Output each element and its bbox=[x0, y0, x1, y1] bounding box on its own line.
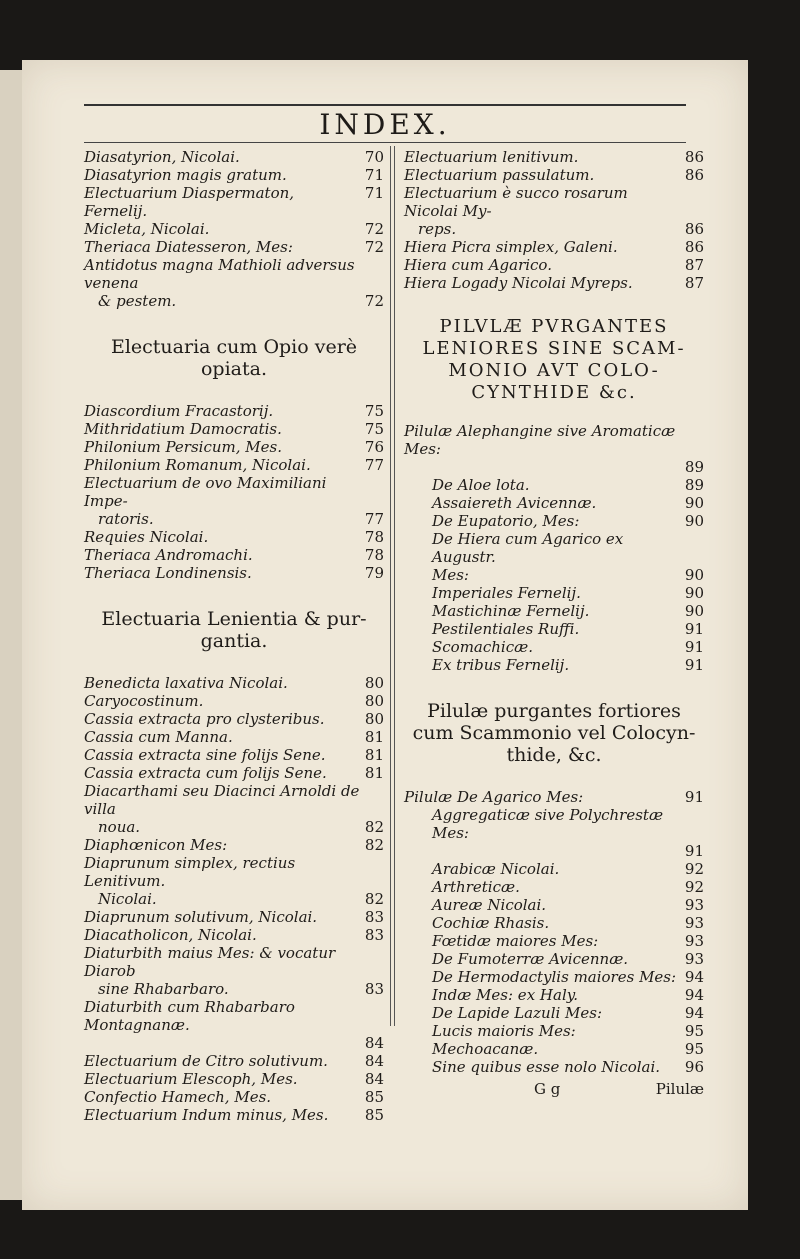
index-entry bbox=[84, 402, 384, 420]
entry-text: Theriaca Andromachi. bbox=[84, 546, 253, 564]
index-entry bbox=[84, 546, 384, 564]
header-rule-lower bbox=[84, 142, 686, 143]
index-entry bbox=[84, 1070, 384, 1088]
index-entry bbox=[404, 256, 704, 274]
index-entry bbox=[404, 566, 704, 584]
entry-text: Electuarium passulatum. bbox=[404, 166, 595, 184]
index-entry bbox=[84, 456, 384, 474]
index-entry bbox=[404, 932, 704, 950]
entry-text: Hiera Logady Nicolai Myreps. bbox=[404, 274, 633, 292]
entry-page-number: 89 bbox=[684, 458, 704, 476]
entry-text: Mechoacanæ. bbox=[432, 1040, 539, 1058]
index-entry bbox=[84, 474, 384, 510]
entry-text: Confectio Hamech, Mes. bbox=[84, 1088, 272, 1106]
section-heading-pilulae-leniores: PILVLÆ PVRGANTES LENIORES SINE SCAM- MONIO AVT COLO- CYNTHIDE &c. bbox=[422, 316, 686, 403]
catchword: Pilulæ bbox=[655, 1080, 704, 1098]
entry-page-number: 76 bbox=[364, 438, 384, 456]
index-entry bbox=[404, 494, 704, 512]
entry-page-number: 85 bbox=[364, 1106, 384, 1124]
index-entry bbox=[404, 184, 704, 220]
index-entry bbox=[84, 420, 384, 438]
index-entry bbox=[404, 476, 704, 494]
index-entry bbox=[404, 806, 704, 842]
entry-page-number: 78 bbox=[364, 546, 384, 564]
entry-page-number: 75 bbox=[364, 402, 384, 420]
entry-text: sine Rhabarbaro. bbox=[98, 980, 229, 998]
index-entry bbox=[84, 238, 384, 256]
entry-page-number: 93 bbox=[684, 950, 704, 968]
entry-page-number: 79 bbox=[364, 564, 384, 582]
index-entry bbox=[404, 1022, 704, 1040]
entry-text: De Lapide Lazuli Mes: bbox=[432, 1004, 603, 1022]
entry-text: Electuarium è succo rosarum Nicolai My- bbox=[404, 184, 628, 220]
entry-text: Pilulæ De Agarico Mes: bbox=[404, 788, 584, 806]
entry-text: De Hiera cum Agarico ex Augustr. bbox=[432, 530, 624, 566]
entry-page-number: 86 bbox=[684, 148, 704, 166]
index-entry bbox=[404, 860, 704, 878]
right-entries-top bbox=[404, 148, 704, 292]
entry-text: Hiera cum Agarico. bbox=[404, 256, 552, 274]
index-entry bbox=[404, 220, 704, 238]
entry-text: Scomachicæ. bbox=[432, 638, 534, 656]
index-entry bbox=[404, 968, 704, 986]
index-entry bbox=[84, 998, 384, 1034]
index-entry bbox=[84, 836, 384, 854]
index-entry bbox=[404, 238, 704, 256]
index-entry bbox=[84, 728, 384, 746]
entry-text: Electuarium de Citro solutivum. bbox=[84, 1052, 328, 1070]
entry-text: Requies Nicolai. bbox=[84, 528, 209, 546]
entry-page-number: 82 bbox=[364, 890, 384, 908]
index-entry bbox=[404, 1040, 704, 1058]
index-entry bbox=[84, 510, 384, 528]
entry-page-number: 94 bbox=[684, 986, 704, 1004]
entry-page-number: 71 bbox=[364, 166, 384, 184]
entry-text: Cassia extracta cum folijs Sene. bbox=[84, 764, 327, 782]
entry-text: De Fumoterræ Avicennæ. bbox=[432, 950, 629, 968]
page-title: INDEX. bbox=[319, 108, 451, 141]
entry-page-number: 71 bbox=[364, 184, 384, 202]
index-entry bbox=[404, 638, 704, 656]
index-entry bbox=[404, 422, 704, 458]
index-entry bbox=[84, 256, 384, 292]
entry-page-number: 96 bbox=[684, 1058, 704, 1076]
entry-page-number: 84 bbox=[364, 1034, 384, 1052]
entry-text: Electuarium Diaspermaton, Fernelij. bbox=[84, 184, 295, 220]
entry-page-number: 90 bbox=[684, 512, 704, 530]
left-column bbox=[84, 148, 384, 1124]
entry-text: Philonium Persicum, Mes. bbox=[84, 438, 282, 456]
entry-page-number: 72 bbox=[364, 220, 384, 238]
index-entry bbox=[84, 438, 384, 456]
right-entries-mid bbox=[404, 422, 704, 674]
index-entry bbox=[84, 292, 384, 310]
section-heading-pilulae-fortiores: Pilulæ purgantes fortiores cum Scammonio vel Colocyn- thide, &c. bbox=[412, 700, 696, 766]
section-heading-lenientia: Electuaria Lenientia & pur- gantia. bbox=[101, 608, 367, 652]
index-entry bbox=[84, 782, 384, 818]
entry-text: Cassia cum Manna. bbox=[84, 728, 233, 746]
entry-page-number: 70 bbox=[364, 148, 384, 166]
entry-page-number: 80 bbox=[364, 674, 384, 692]
right-entries-bottom bbox=[404, 788, 704, 1076]
entry-page-number: 91 bbox=[684, 638, 704, 656]
entry-text: Mes: bbox=[432, 566, 469, 584]
index-entry bbox=[404, 274, 704, 292]
entry-page-number: 84 bbox=[364, 1070, 384, 1088]
book-page bbox=[22, 60, 748, 1210]
index-entry bbox=[84, 1052, 384, 1070]
index-entry bbox=[404, 656, 704, 674]
entry-page-number: 90 bbox=[684, 584, 704, 602]
index-entry bbox=[84, 818, 384, 836]
index-entry bbox=[404, 166, 704, 184]
entry-page-number: 92 bbox=[684, 860, 704, 878]
entry-text: Imperiales Fernelij. bbox=[432, 584, 581, 602]
entry-text: Diasatyrion, Nicolai. bbox=[84, 148, 240, 166]
entry-text: Diaturbith cum Rhabarbaro Montagnanæ. bbox=[84, 998, 295, 1034]
entry-text: Diacatholicon, Nicolai. bbox=[84, 926, 257, 944]
right-column bbox=[404, 148, 704, 1098]
page-footer bbox=[404, 1080, 704, 1098]
index-entry bbox=[84, 220, 384, 238]
index-entry bbox=[404, 512, 704, 530]
index-entry bbox=[84, 528, 384, 546]
index-entry bbox=[404, 896, 704, 914]
entry-page-number: 77 bbox=[364, 510, 384, 528]
entry-text: De Aloe lota. bbox=[432, 476, 530, 494]
index-entry bbox=[404, 878, 704, 896]
entry-text: Philonium Romanum, Nicolai. bbox=[84, 456, 311, 474]
entry-text: Aggregaticæ sive Polychrestæ Mes: bbox=[432, 806, 664, 842]
entry-page-number: 95 bbox=[684, 1022, 704, 1040]
entry-page-number: 86 bbox=[684, 238, 704, 256]
index-entry bbox=[404, 602, 704, 620]
entry-page-number: 90 bbox=[684, 566, 704, 584]
index-entry bbox=[84, 746, 384, 764]
entry-text: Cassia extracta pro clysteribus. bbox=[84, 710, 325, 728]
entry-text: Electuarium Indum minus, Mes. bbox=[84, 1106, 329, 1124]
entry-text: De Hermodactylis maiores Mes: bbox=[432, 968, 677, 986]
entry-text: Aureæ Nicolai. bbox=[432, 896, 547, 914]
index-entry bbox=[84, 1106, 384, 1124]
entry-page-number: 82 bbox=[364, 818, 384, 836]
entry-page-number: 83 bbox=[364, 926, 384, 944]
entry-text: Ex tribus Fernelij. bbox=[432, 656, 570, 674]
index-entry bbox=[84, 890, 384, 908]
entry-text: Hiera Picra simplex, Galeni. bbox=[404, 238, 618, 256]
signature-mark: G g bbox=[534, 1080, 561, 1098]
column-divider bbox=[394, 146, 395, 1026]
entry-page-number: 83 bbox=[364, 980, 384, 998]
entry-text: Diasatyrion magis gratum. bbox=[84, 166, 287, 184]
entry-text: Sine quibus esse nolo Nicolai. bbox=[432, 1058, 661, 1076]
entry-text: Diaphœnicon Mes: bbox=[84, 836, 228, 854]
entry-text: & pestem. bbox=[98, 292, 177, 310]
entry-page-number: 81 bbox=[364, 728, 384, 746]
index-entry bbox=[84, 710, 384, 728]
entry-text: Indæ Mes: ex Haly. bbox=[432, 986, 578, 1004]
index-entry bbox=[84, 692, 384, 710]
entry-page-number: 81 bbox=[364, 764, 384, 782]
entry-page-number: 90 bbox=[684, 602, 704, 620]
entry-text: Arabicæ Nicolai. bbox=[432, 860, 560, 878]
entry-text: Pestilentiales Ruffi. bbox=[432, 620, 580, 638]
adjacent-page-edge bbox=[0, 70, 22, 1200]
entry-text: noua. bbox=[98, 818, 141, 836]
entry-text: De Eupatorio, Mes: bbox=[432, 512, 580, 530]
entry-page-number: 91 bbox=[684, 788, 704, 806]
entry-page-number: 86 bbox=[684, 220, 704, 238]
entry-page-number: 87 bbox=[684, 274, 704, 292]
entry-text: Nicolai. bbox=[98, 890, 157, 908]
entry-page-number: 84 bbox=[364, 1052, 384, 1070]
index-entry bbox=[84, 854, 384, 890]
entry-page-number: 93 bbox=[684, 914, 704, 932]
entry-page-number: 78 bbox=[364, 528, 384, 546]
entry-page-number: 77 bbox=[364, 456, 384, 474]
index-entry bbox=[404, 148, 704, 166]
left-entries-mid bbox=[84, 402, 384, 582]
entry-page-number: 91 bbox=[684, 656, 704, 674]
index-entry bbox=[404, 842, 704, 860]
index-entry bbox=[404, 458, 704, 476]
entry-page-number: 80 bbox=[364, 692, 384, 710]
entry-page-number: 85 bbox=[364, 1088, 384, 1106]
index-entry bbox=[404, 914, 704, 932]
index-entry bbox=[84, 1088, 384, 1106]
column-divider bbox=[390, 146, 391, 1026]
entry-page-number: 91 bbox=[684, 842, 704, 860]
entry-text: Cochiæ Rhasis. bbox=[432, 914, 550, 932]
entry-page-number: 81 bbox=[364, 746, 384, 764]
entry-text: Mithridatium Damocratis. bbox=[84, 420, 282, 438]
entry-page-number: 83 bbox=[364, 908, 384, 926]
entry-text: Diaprunum solutivum, Nicolai. bbox=[84, 908, 318, 926]
index-entry bbox=[404, 1004, 704, 1022]
entry-text: Mastichinæ Fernelij. bbox=[432, 602, 590, 620]
index-entry bbox=[84, 926, 384, 944]
index-entry bbox=[404, 1058, 704, 1076]
entry-text: ratoris. bbox=[98, 510, 154, 528]
entry-text: Diaprunum simplex, rectius Lenitivum. bbox=[84, 854, 296, 890]
index-entry bbox=[84, 980, 384, 998]
left-entries-bottom bbox=[84, 674, 384, 1124]
index-entry bbox=[404, 950, 704, 968]
entry-text: Cassia extracta sine folijs Sene. bbox=[84, 746, 326, 764]
entry-text: Electuarium lenitivum. bbox=[404, 148, 579, 166]
index-entry bbox=[84, 148, 384, 166]
entry-text: Fœtidæ maiores Mes: bbox=[432, 932, 599, 950]
entry-page-number: 75 bbox=[364, 420, 384, 438]
entry-page-number: 82 bbox=[364, 836, 384, 854]
entry-text: Diaturbith maius Mes: & vocatur Diarob bbox=[84, 944, 336, 980]
entry-text: Theriaca Diatesseron, Mes: bbox=[84, 238, 293, 256]
index-entry bbox=[84, 908, 384, 926]
index-entry bbox=[84, 674, 384, 692]
left-entries-top bbox=[84, 148, 384, 310]
entry-text: Benedicta laxativa Nicolai. bbox=[84, 674, 288, 692]
entry-page-number: 89 bbox=[684, 476, 704, 494]
entry-page-number: 86 bbox=[684, 166, 704, 184]
index-entry bbox=[84, 944, 384, 980]
index-entry bbox=[84, 184, 384, 220]
index-entry bbox=[84, 1034, 384, 1052]
header-rule bbox=[84, 104, 686, 106]
entry-text: Pilulæ Alephangine sive Aromaticæ Mes: bbox=[404, 422, 676, 458]
index-entry bbox=[84, 564, 384, 582]
index-entry bbox=[84, 166, 384, 184]
entry-page-number: 80 bbox=[364, 710, 384, 728]
entry-text: Diascordium Fracastorij. bbox=[84, 402, 274, 420]
entry-page-number: 72 bbox=[364, 292, 384, 310]
entry-page-number: 94 bbox=[684, 1004, 704, 1022]
entry-page-number: 94 bbox=[684, 968, 704, 986]
index-entry bbox=[404, 584, 704, 602]
entry-page-number: 92 bbox=[684, 878, 704, 896]
entry-page-number: 95 bbox=[684, 1040, 704, 1058]
index-entry bbox=[84, 764, 384, 782]
entry-text: Assaiereth Avicennæ. bbox=[432, 494, 597, 512]
entry-text: Electuarium de ovo Maximiliani Impe- bbox=[84, 474, 327, 510]
entry-page-number: 93 bbox=[684, 896, 704, 914]
section-heading-opiata: Electuaria cum Opio verè opiata. bbox=[110, 336, 358, 380]
entry-text: Micleta, Nicolai. bbox=[84, 220, 210, 238]
entry-page-number: 72 bbox=[364, 238, 384, 256]
entry-text: Electuarium Elescoph, Mes. bbox=[84, 1070, 298, 1088]
entry-text: Caryocostinum. bbox=[84, 692, 204, 710]
entry-text: Theriaca Londinensis. bbox=[84, 564, 252, 582]
index-entry bbox=[404, 530, 704, 566]
entry-text: reps. bbox=[418, 220, 457, 238]
entry-text: Arthreticæ. bbox=[432, 878, 520, 896]
entry-page-number: 87 bbox=[684, 256, 704, 274]
entry-page-number: 93 bbox=[684, 932, 704, 950]
index-entry bbox=[404, 788, 704, 806]
entry-text: Antidotus magna Mathioli adversus venena bbox=[84, 256, 355, 292]
index-entry bbox=[404, 986, 704, 1004]
entry-page-number: 90 bbox=[684, 494, 704, 512]
entry-page-number: 91 bbox=[684, 620, 704, 638]
entry-text: Lucis maioris Mes: bbox=[432, 1022, 576, 1040]
index-entry bbox=[404, 620, 704, 638]
entry-text: Diacarthami seu Diacinci Arnoldi de villa bbox=[84, 782, 360, 818]
